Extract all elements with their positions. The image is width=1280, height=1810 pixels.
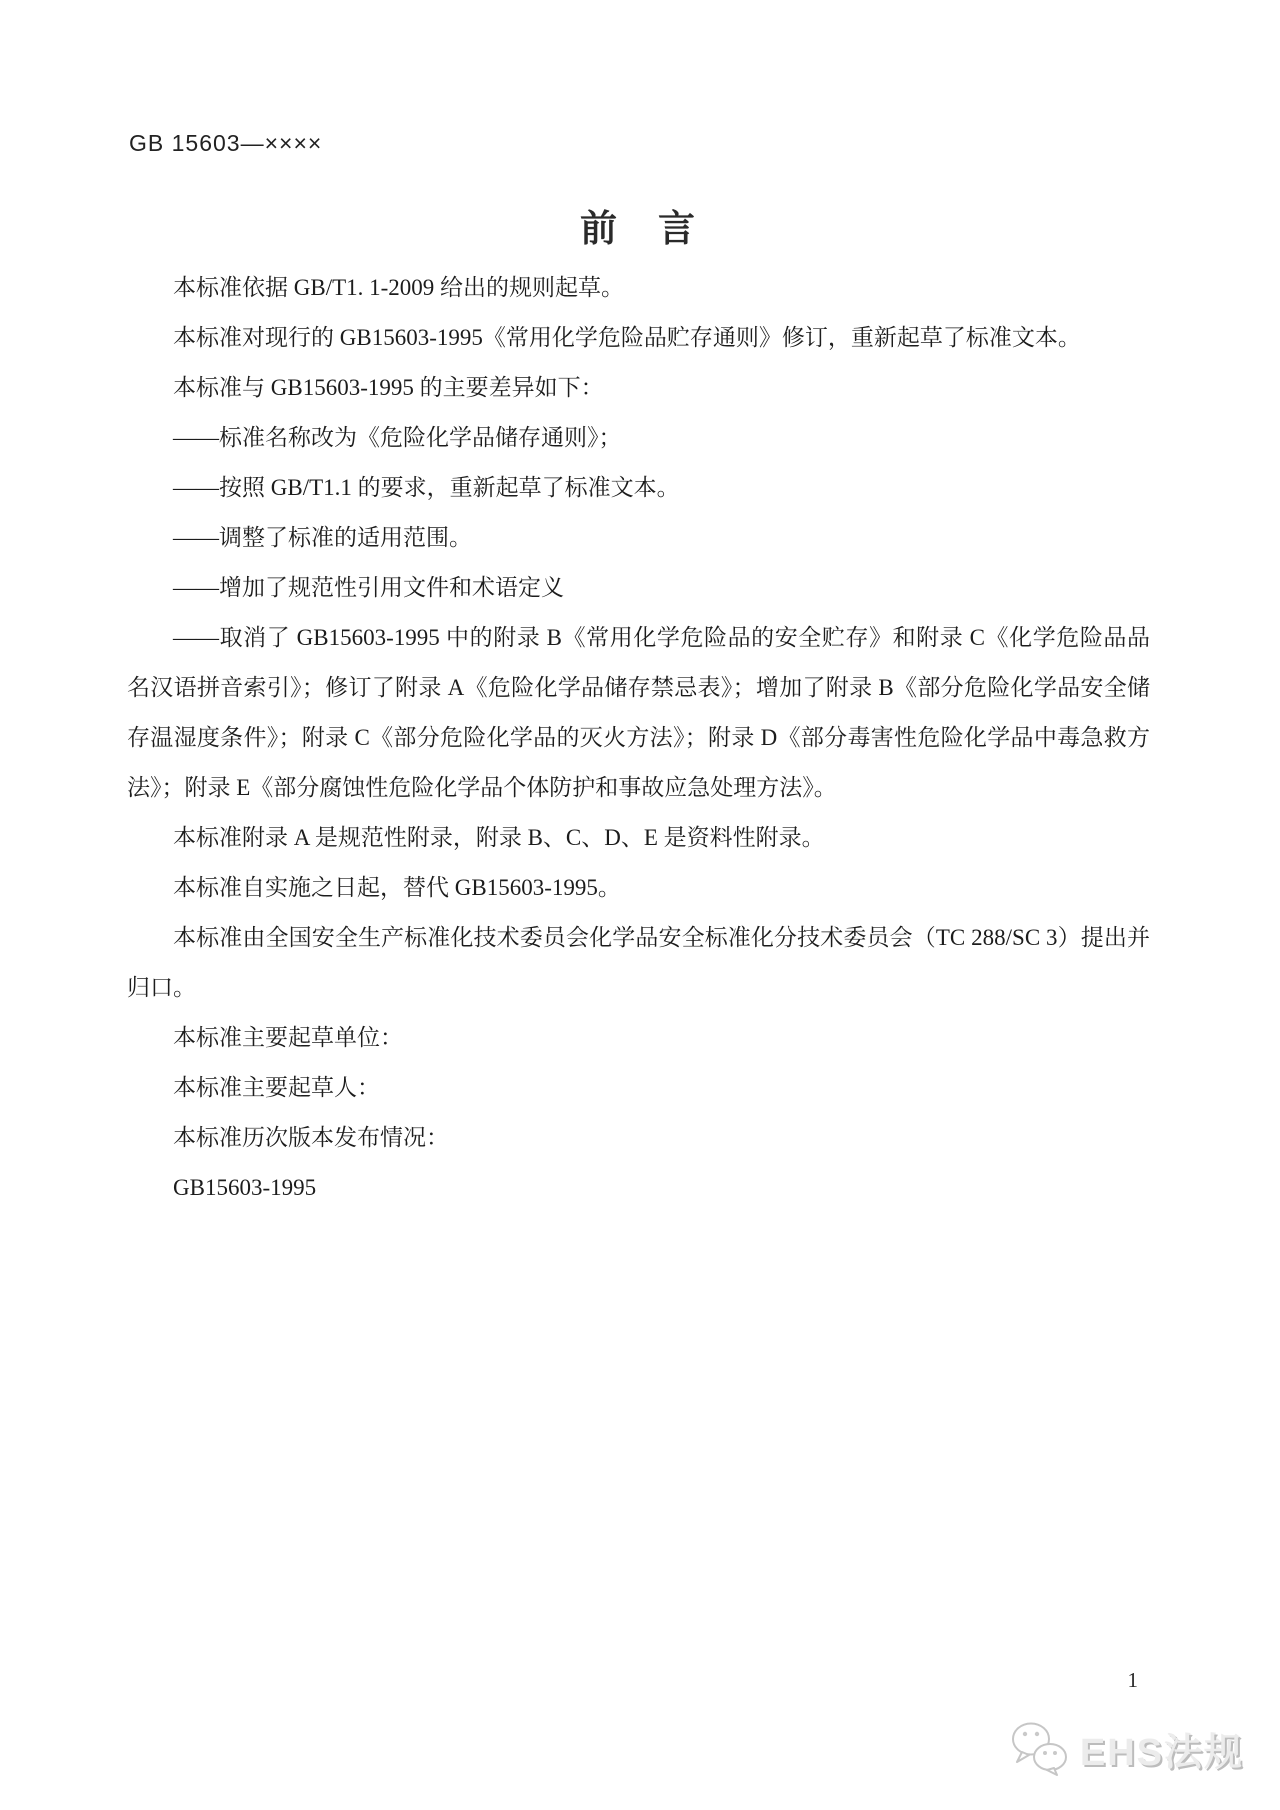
paragraph: GB15603-1995: [173, 1175, 317, 1200]
paragraph: ——调整了标准的适用范围。: [173, 525, 472, 550]
paragraph: 本标准历次版本发布情况：: [173, 1125, 449, 1150]
ehs-watermark: [1010, 1720, 1244, 1776]
paragraph: 本标准由全国安全生产标准化技术委员会化学品安全标准化分技术委员会（TC 288/SC 3）提出并归口。: [127, 925, 1150, 1000]
paragraph: 本标准对现行的 GB15603-1995《常用化学危险品贮存通则》修订，重新起草了标准文本。: [173, 325, 1081, 350]
paragraph: 本标准与 GB15603-1995 的主要差异如下：: [173, 375, 604, 400]
paragraph: 本标准主要起草人：: [173, 1075, 380, 1100]
watermark-text: EHS法规: [1079, 1731, 1244, 1774]
paragraph: ——按照 GB/T1.1 的要求，重新起草了标准文本。: [173, 475, 680, 500]
paragraph: 本标准主要起草单位：: [173, 1025, 403, 1050]
wechat-bubbles-icon: [1010, 1720, 1070, 1776]
document-body: [127, 263, 1150, 1213]
paragraph: 本标准附录 A 是规范性附录，附录 B、C、D、E 是资料性附录。: [173, 825, 825, 850]
page-title: 前 言: [580, 209, 697, 250]
paragraph: 本标准自实施之日起，替代 GB15603-1995。: [173, 875, 621, 900]
document-number: GB 15603—××××: [129, 130, 323, 156]
paragraph: ——标准名称改为《危险化学品储存通则》；: [173, 425, 622, 450]
paragraph: ——取消了 GB15603-1995 中的附录 B《常用化学危险品的安全贮存》和附录 C《化学危险品品名汉语拼音索引》；修订了附录 A《危险化学品储存禁忌表》；增加了附录 B《部分危险化学品安全储存温湿度条件》；附录 C《部分危险化学品的灭火方法》；附录 D《部分毒害性危险化学品中毒急救方法》；附录 E《部分腐蚀性危险化学品个体防护和事故应急处理方法》。: [127, 625, 1150, 800]
paragraph: 本标准依据 GB/T1. 1-2009 给出的规则起草。: [173, 275, 625, 300]
paragraph: ——增加了规范性引用文件和术语定义: [173, 575, 564, 600]
page-number: 1: [1127, 1668, 1138, 1692]
